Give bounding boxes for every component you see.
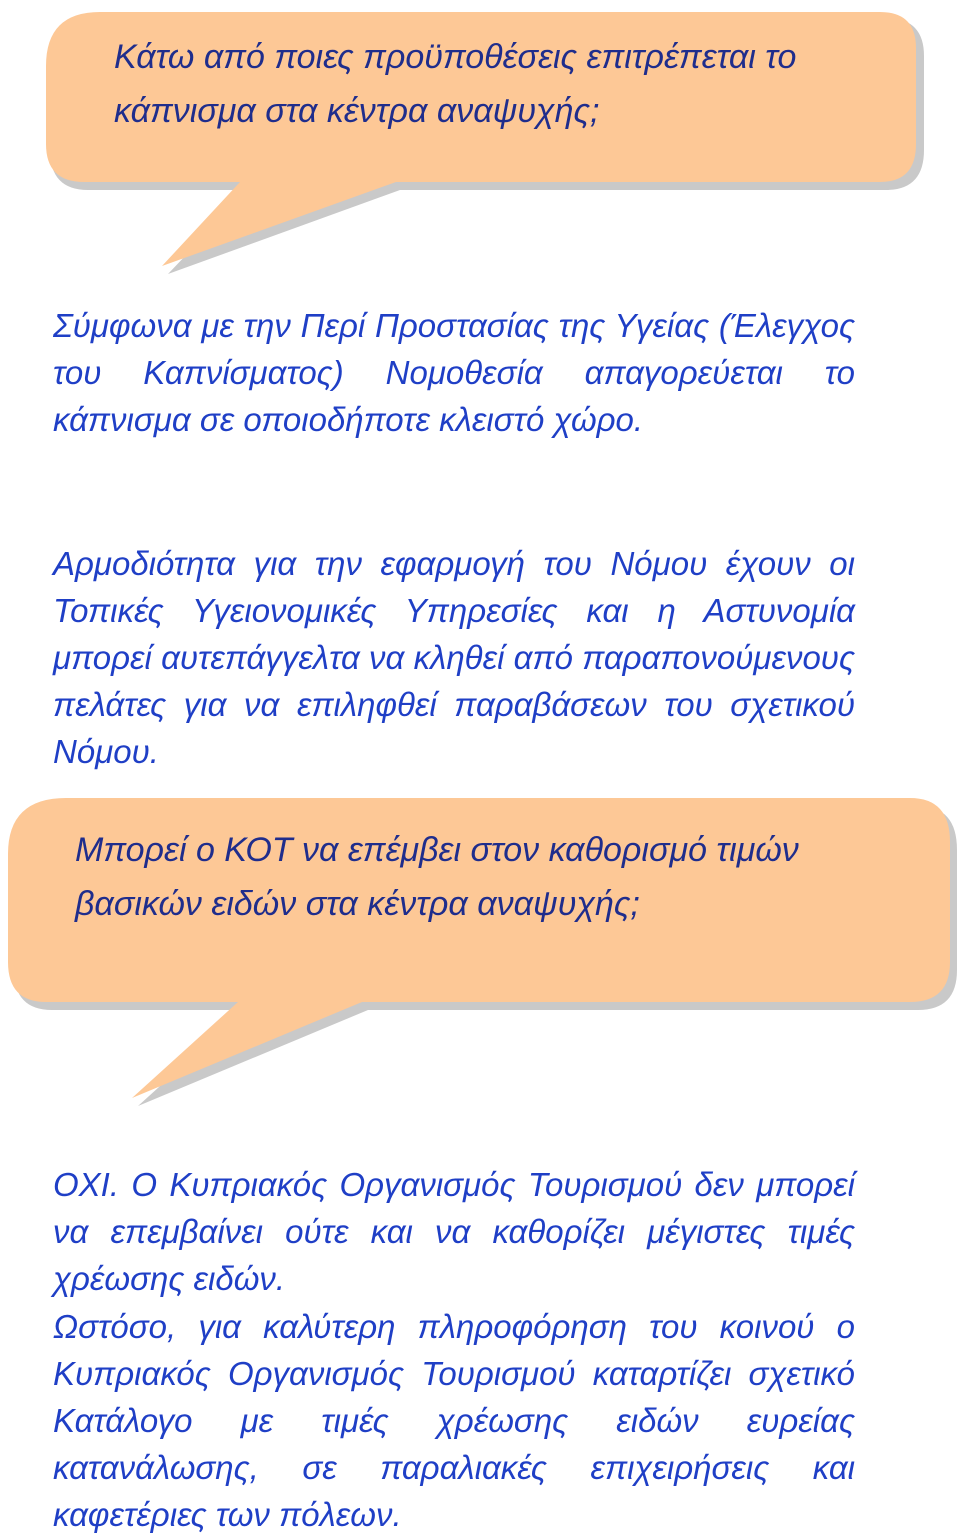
answer-cto-no: ΟΧΙ. Ο Κυπριακός Οργανισμός Τουρισμού δεν μπορεί να επεμβαίνει ούτε και να καθορίζει μέγιστες τιμές χρέωσης ειδών. xyxy=(53,1166,855,1297)
answer-smoking-law: Σύμφωνα με την Περί Προστασίας της Υγείας (Έλεγχος του Καπνίσματος) Νομοθεσία απαγορεύεται το κάπνισμα σε οποιοδήποτε κλειστό χώρο. xyxy=(53,307,855,438)
question-2: Μπορεί ο ΚΟΤ να επέμβει στον καθορισμό τιμών βασικών ειδών στα κέντρα αναψυχής; xyxy=(75,831,799,923)
answer-enforcement: Αρμοδιότητα για την εφαρμογή του Νόμου έχουν οι Τοπικές Υγειονομικές Υπηρεσίες και η Αστυνομία μπορεί αυτεπάγγελτα να κληθεί από παραπονούμενους πελάτες για να επιληφθεί παραβάσεων του σχετικού Νόμου. xyxy=(53,545,855,770)
question-1: Κάτω από ποιες προϋποθέσεις επιτρέπεται το κάπνισμα στα κέντρα αναψυχής; xyxy=(114,38,797,130)
answer-cto-catalogue: Ωστόσο, για καλύτερη πληροφόρηση του κοινού ο Κυπριακός Οργανισμός Τουρισμού καταρτίζει σχετικό Κατάλογο με τιμές χρέωσης ειδών ευρείας κατανάλωσης, σε παραλιακές επιχειρήσεις και καφετέριες των πόλεων. xyxy=(53,1308,855,1533)
